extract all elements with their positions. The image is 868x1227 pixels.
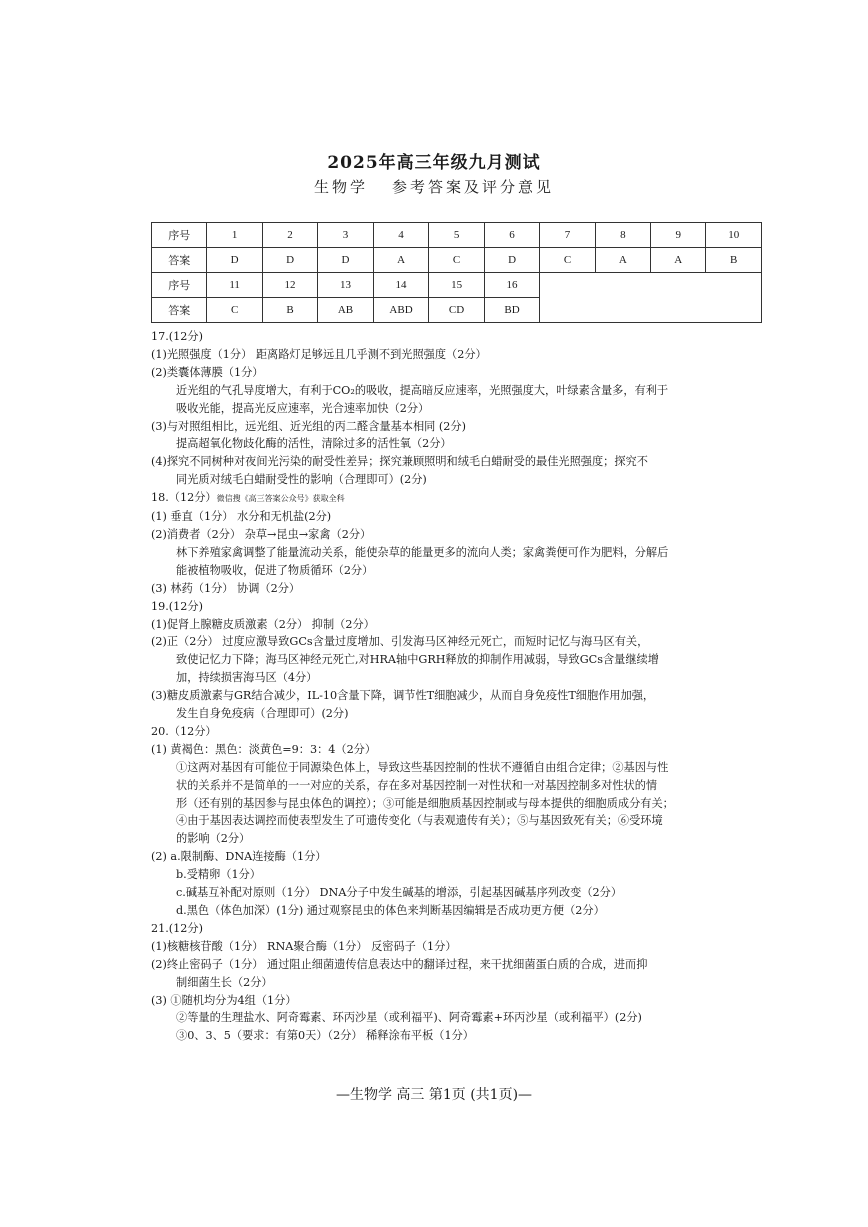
answer-body	[151, 328, 766, 1045]
answer-line: 加，持续损害海马区（4分）	[176, 671, 318, 685]
answer-line: ④由于基因表达调控而使表型发生了可遗传变化（与表观遗传有关）；⑤与基因致死有关；⑥受环境	[176, 814, 663, 828]
answer-cell: C	[207, 298, 262, 323]
answer-cell: A	[651, 248, 706, 273]
question-number: 9	[651, 223, 706, 248]
question-number: 16	[484, 273, 539, 298]
question-heading-text: 18.（12分）	[151, 491, 217, 505]
subject-label: 生物学	[313, 178, 368, 196]
answer-line: 状的关系并不是简单的一一对应的关系，存在多对基因控制一对性状和一对基因控制多对性状的情	[176, 778, 658, 792]
answer-cell: C	[540, 248, 595, 273]
page-footer: —生物学 高三 第1页 (共1页)—	[335, 1087, 533, 1103]
watermark-note: 微信搜《高三答案公众号》获取全科	[216, 494, 345, 504]
question-number: 5	[429, 223, 484, 248]
answer-line: ②等量的生理盐水、阿奇霉素、环丙沙星（或利福平)、阿奇霉素+环丙沙星（或利福平）(2分)	[176, 1011, 642, 1025]
answer-line: (1)核糖核苷酸（1分） RNA聚合酶（1分） 反密码子（1分）	[151, 939, 457, 953]
question-number: 3	[318, 223, 373, 248]
answer-cell: C	[429, 248, 484, 273]
answer-line: (3) ①随机均分为4组（1分）	[151, 993, 297, 1007]
answer-line: (1)促肾上腺糖皮质激素（2分） 抑制（2分）	[151, 617, 375, 631]
answer-line: (2)消费者（2分） 杂草→昆虫→家禽（2分）	[151, 527, 372, 541]
page-title: 2025年高三年级九月测试	[327, 153, 541, 173]
question-number: 13	[318, 273, 373, 298]
answer-cell: D	[318, 248, 373, 273]
question-heading	[151, 489, 766, 508]
question-number: 7	[540, 223, 595, 248]
answer-line: (2)终止密码子（1分） 通过阻止细菌遗传信息表达中的翻译过程，来干扰细菌蛋白质的合成，进而抑	[151, 957, 648, 971]
question-heading: 17.(12分)	[151, 330, 203, 343]
answer-cell: CD	[429, 298, 484, 323]
question-number: 1	[207, 223, 262, 248]
table-row-answers-1	[152, 248, 762, 273]
answer-line: 林下养殖家禽调整了能量流动关系，能使杂草的能量更多的流向人类；家禽粪便可作为肥料，分解后	[176, 545, 669, 559]
empty-cell	[540, 273, 762, 323]
answer-line: (2)类囊体薄膜（1分）	[151, 365, 264, 379]
question-number: 11	[207, 273, 262, 298]
answer-line: 制细菌生长（2分）	[176, 975, 273, 989]
answer-line: (2) a.限制酶、DNA连接酶（1分）	[151, 850, 327, 864]
question-heading: 21.(12分)	[151, 921, 203, 935]
question-number: 10	[706, 223, 762, 248]
question-number: 4	[373, 223, 429, 248]
answer-cell: B	[262, 298, 317, 323]
answer-line: d.黑色（体色加深）(1分) 通过观察昆虫的体色来判断基因编辑是否成功更方便（2分）	[176, 904, 605, 917]
answer-line: (1)光照强度（1分） 距离路灯足够远且几乎测不到光照强度（2分）	[151, 347, 487, 361]
answer-cell: ABD	[373, 298, 429, 323]
question-number: 8	[595, 223, 650, 248]
answer-line: ①这两对基因有可能位于同源染色体上，导致这些基因控制的性状不遵循自由组合定律；②基因与性	[176, 760, 669, 774]
question-number: 6	[484, 223, 539, 248]
question-number: 15	[429, 273, 484, 298]
question-number: 12	[262, 273, 317, 298]
answer-line: 能被植物吸收，促进了物质循环（2分）	[176, 563, 374, 577]
answer-cell: BD	[484, 298, 539, 323]
answer-line: 形（还有别的基因参与昆虫体色的调控）；③可能是细胞质基因控制或与母本提供的细胞质成分有关；	[176, 796, 674, 810]
row-label: 答案	[152, 248, 207, 273]
answer-cell: AB	[318, 298, 373, 323]
answer-cell: D	[484, 248, 539, 273]
row-label: 序号	[152, 273, 207, 298]
question-heading: 19.(12分)	[151, 599, 203, 613]
answer-line: (3)糖皮质激素与GR结合减少，IL-10含量下降，调节性T细胞减少，从而自身免疫性T细胞作用加强，	[151, 689, 655, 703]
question-number: 14	[373, 273, 429, 298]
answer-line: 的影响（2分）	[176, 832, 251, 846]
table-row-numbers-1	[152, 223, 762, 248]
answer-line: c.碱基互补配对原则（1分） DNA分子中发生碱基的增添，引起基因碱基序列改变（2分）	[176, 886, 623, 900]
answer-line: (3) 林药（1分） 协调（2分）	[151, 581, 301, 595]
page-subtitle	[0, 176, 868, 197]
answer-cell: A	[373, 248, 429, 273]
answer-line: ③0、3、5（要求：有第0天）（2分） 稀释涂布平板（1分）	[176, 1029, 474, 1043]
answer-line: b.受精卵（1分）	[176, 868, 261, 882]
answer-cell: D	[262, 248, 317, 273]
question-heading: 20.（12分）	[151, 724, 217, 738]
answer-line: 同光质对绒毛白蜡耐受性的影响（合理即可）(2分)	[176, 473, 427, 487]
subtitle-text: 参考答案及评分意见	[392, 178, 555, 196]
question-number: 2	[262, 223, 317, 248]
answer-line: 吸收光能，提高光反应速率，光合速率加快（2分）	[176, 401, 430, 415]
row-label: 序号	[152, 223, 207, 248]
answer-cell: D	[207, 248, 262, 273]
answer-cell: B	[706, 248, 762, 273]
row-label: 答案	[152, 298, 207, 323]
answer-line: 近光组的气孔导度增大，有利于CO₂的吸收，提高暗反应速率，光照强度大，叶绿素含量多，有利于	[176, 383, 669, 397]
answer-table	[151, 222, 762, 323]
table-row-numbers-2	[152, 273, 762, 298]
answer-line: (1) 黄褐色：黑色：淡黄色=9：3：4（2分）	[151, 742, 377, 756]
answer-line: 提高超氧化物歧化酶的活性，清除过多的活性氧（2分）	[176, 437, 452, 451]
answer-line: (3)与对照组相比，远光组、近光组的丙二醛含量基本相同 (2分)	[151, 419, 466, 433]
answer-line: (4)探究不同树种对夜间光污染的耐受性差异；探究兼顾照明和绒毛白蜡耐受的最佳光照强度；探究不	[151, 455, 648, 469]
answer-line: (1) 垂直（1分） 水分和无机盐(2分)	[151, 510, 332, 524]
answer-line: 发生自身免疫病（合理即可）(2分)	[176, 707, 349, 721]
answer-line: (2)正（2分） 过度应激导致GCs含量过度增加、引发海马区神经元死亡，而短时记忆与海马区有关，	[151, 635, 649, 649]
answer-cell: A	[595, 248, 650, 273]
answer-line: 致使记忆力下降；海马区神经元死亡,对HRA轴中GRH释放的抑制作用减弱，导致GCs含量继续增	[176, 653, 659, 667]
